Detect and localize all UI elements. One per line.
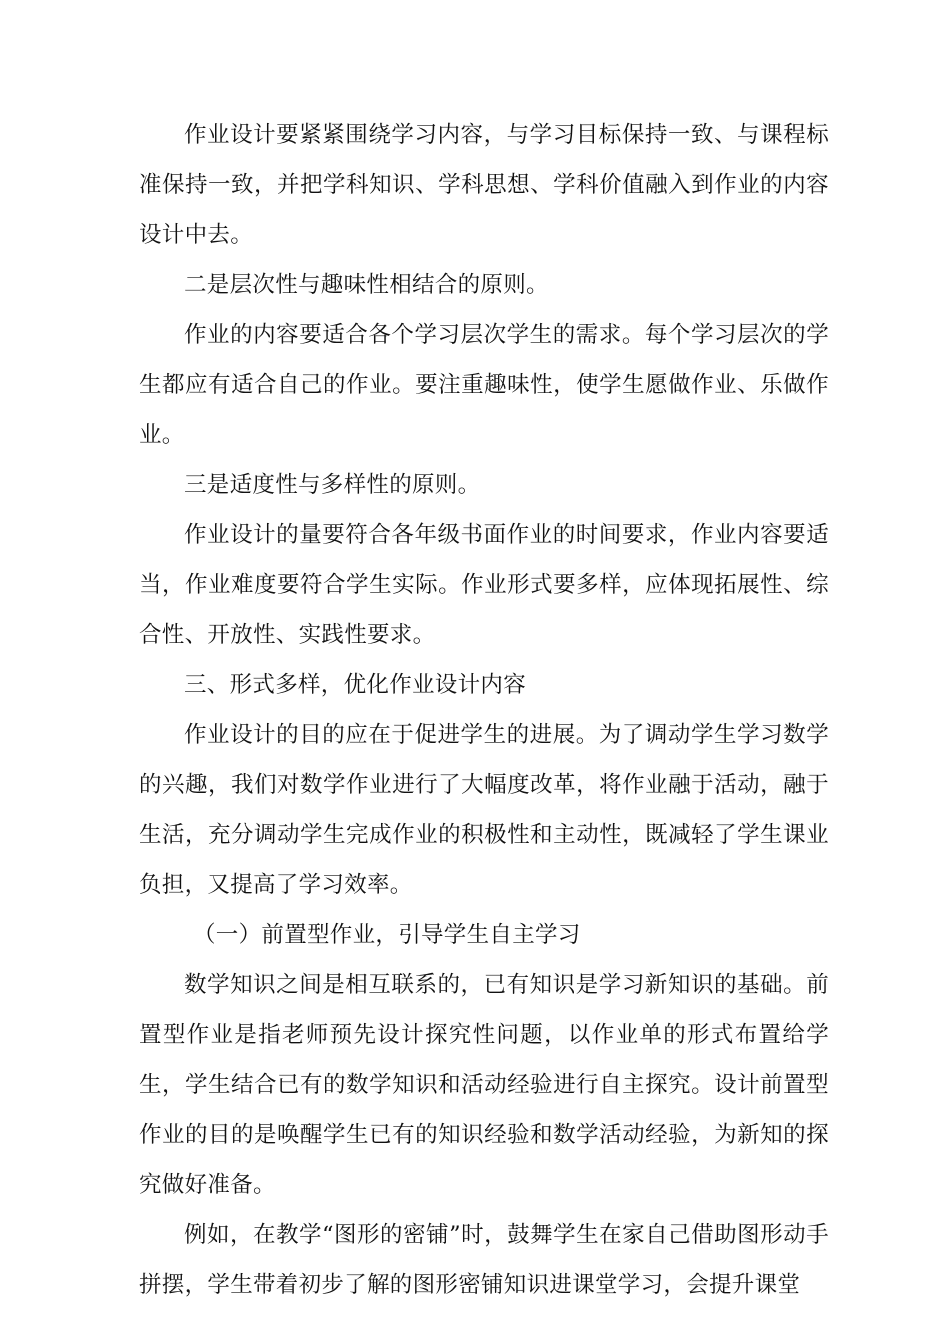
paragraph-assignment-alignment: 作业设计要紧紧围绕学习内容，与学习目标保持一致、与课程标准保持一致，并把学科知识、学科思想、学科价值融入到作业的内容设计中去。 — [139, 122, 829, 248]
principle-heading-moderation: 三是适度性与多样性的原则。 — [184, 472, 481, 498]
paragraph-preview-assignments: 数学知识之间是相互联系的，已有知识是学习新知识的基础。前置型作业是指老师预先设计探究性问题，以作业单的形式布置给学生，学生结合已有的数学知识和活动经验进行自主探究。设计前置型作业的目的是唤醒学生已有的知识经验和数学活动经验，为新知的探究做好准备。 — [139, 972, 829, 1198]
paragraph-moderation: 作业设计的量要符合各年级书面作业的时间要求，作业内容要适当，作业难度要符合学生实际。作业形式要多样，应体现拓展性、综合性、开放性、实践性要求。 — [139, 522, 829, 648]
subheading-preview-assignments: （一）前置型作业，引导学生自主学习 — [193, 922, 581, 948]
paragraph-tessellation-example: 例如，在教学“图形的密铺”时，鼓舞学生在家自己借助图形动手拼摆，学生带着初步了解的图形密铺知识进课堂学习，会提升课堂 — [139, 1222, 829, 1298]
document-page — [139, 110, 829, 1310]
section-heading-diverse-forms: 三、形式多样，优化作业设计内容 — [184, 672, 527, 698]
paragraph-assignment-purpose: 作业设计的目的应在于促进学生的进展。为了调动学生学习数学的兴趣，我们对数学作业进行了大幅度改革，将作业融于活动，融于生活，充分调动学生完成作业的积极性和主动性，既减轻了学生课业负担，又提高了学习效率。 — [139, 722, 829, 898]
paragraph-layering: 作业的内容要适合各个学习层次学生的需求。每个学习层次的学生都应有适合自己的作业。要注重趣味性，使学生愿做作业、乐做作业。 — [139, 322, 829, 448]
principle-heading-layering: 二是层次性与趣味性相结合的原则。 — [184, 272, 549, 298]
